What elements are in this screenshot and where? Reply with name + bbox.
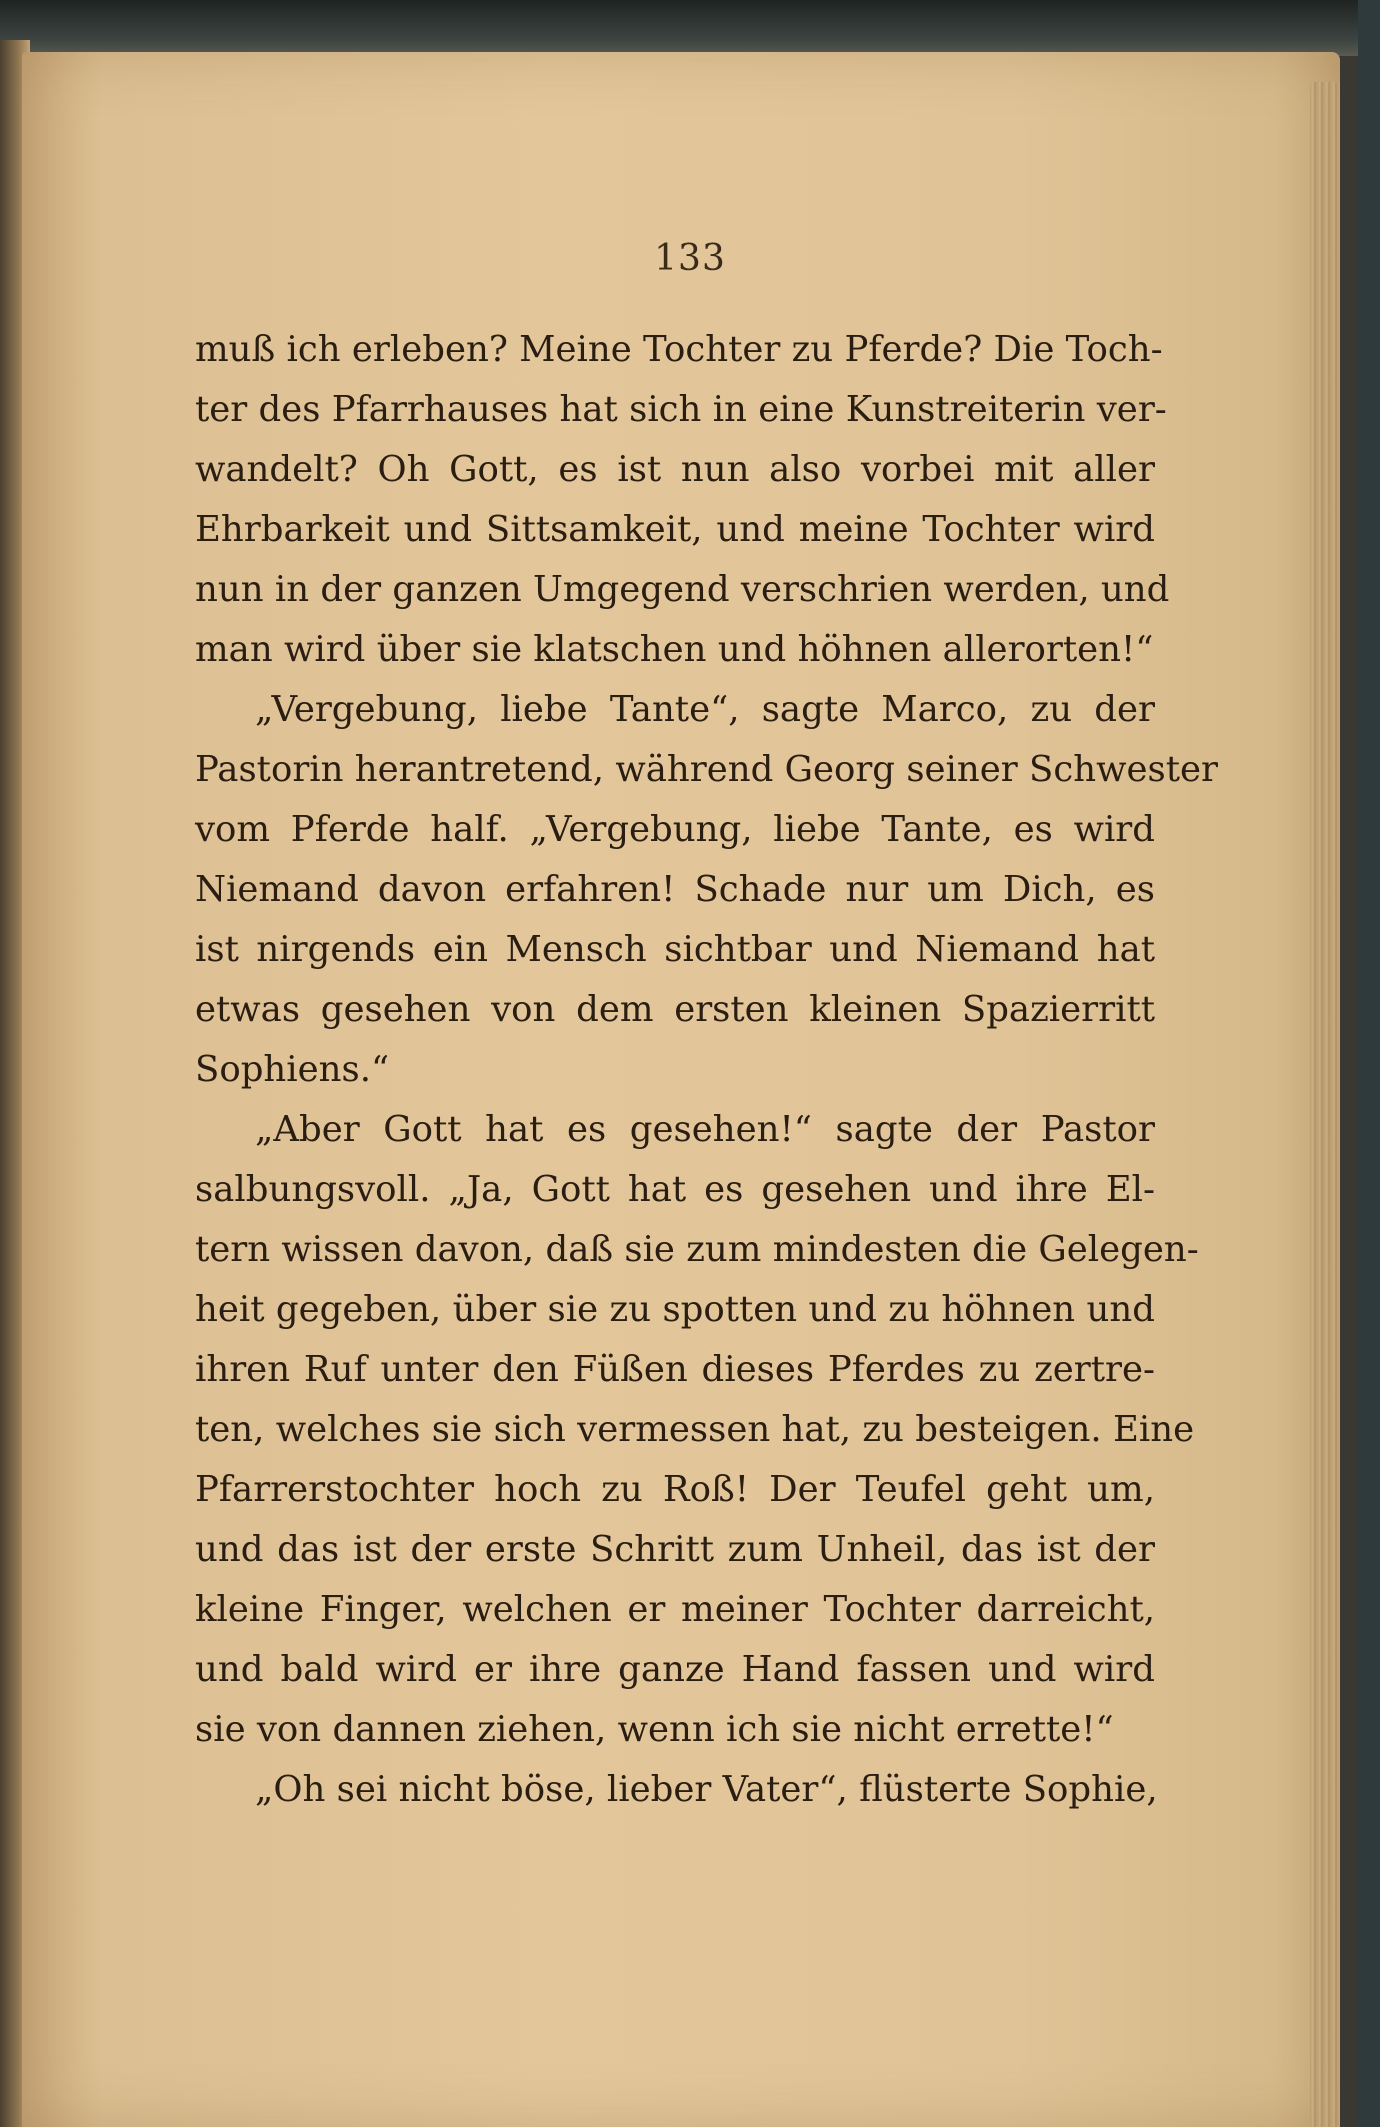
text-line: Sophiens.“ [195, 1049, 390, 1090]
text-line: ist nirgends ein Mensch sichtbar und Niemand hat [195, 929, 1155, 970]
page-edges [1310, 82, 1340, 2127]
text-line: „Vergebung, liebe Tante“, sagte Marco, zu der [255, 689, 1155, 730]
text-line: und das ist der erste Schritt zum Unheil, das ist der [195, 1529, 1155, 1570]
text-line: ten, welches sie sich vermessen hat, zu besteigen. Eine [195, 1409, 1195, 1450]
body-text [195, 320, 1218, 1820]
text-line: kleine Finger, welchen er meiner Tochter darreicht, [195, 1589, 1155, 1630]
text-line: Niemand davon erfahren! Schade nur um Dich, es [195, 869, 1155, 910]
text-line: „Aber Gott hat es gesehen!“ sagte der Pastor [255, 1109, 1155, 1150]
text-line: sie von dannen ziehen, wenn ich sie nicht errette!“ [195, 1709, 1114, 1750]
page-number: 133 [654, 238, 726, 279]
text-line: muß ich erleben? Meine Tochter zu Pferde? Die Toch- [195, 329, 1163, 370]
text-line: tern wissen davon, daß sie zum mindesten die Gelegen- [195, 1229, 1199, 1270]
text-line: vom Pferde half. „Vergebung, liebe Tante, es wird [195, 809, 1155, 850]
text-line: etwas gesehen von dem ersten kleinen Spazierritt [195, 989, 1155, 1030]
text-line: Ehrbarkeit und Sittsamkeit, und meine Tochter wird [195, 509, 1155, 550]
text-line: ihren Ruf unter den Füßen dieses Pferdes zu zertre- [195, 1349, 1155, 1390]
text-line: Pastorin herantretend, während Georg seiner Schwester [195, 749, 1218, 790]
text-line: salbungsvoll. „Ja, Gott hat es gesehen und ihre El- [195, 1169, 1155, 1210]
book-cover-right [1358, 0, 1380, 2127]
text-line: Pfarrerstochter hoch zu Roß! Der Teufel geht um, [195, 1469, 1155, 1510]
text-line: nun in der ganzen Umgegend verschrien werden, und [195, 569, 1170, 610]
text-line: „Oh sei nicht böse, lieber Vater“, flüsterte Sophie, [255, 1769, 1158, 1810]
text-line: man wird über sie klatschen und höhnen allerorten!“ [195, 629, 1154, 670]
text-line: ter des Pfarrhauses hat sich in eine Kunstreiterin ver- [195, 389, 1167, 430]
text-line: heit gegeben, über sie zu spotten und zu höhnen und [195, 1289, 1155, 1330]
book-cover-top [0, 0, 1380, 56]
text-line: wandelt? Oh Gott, es ist nun also vorbei mit aller [195, 449, 1155, 490]
text-line: und bald wird er ihre ganze Hand fassen und wird [195, 1649, 1155, 1690]
